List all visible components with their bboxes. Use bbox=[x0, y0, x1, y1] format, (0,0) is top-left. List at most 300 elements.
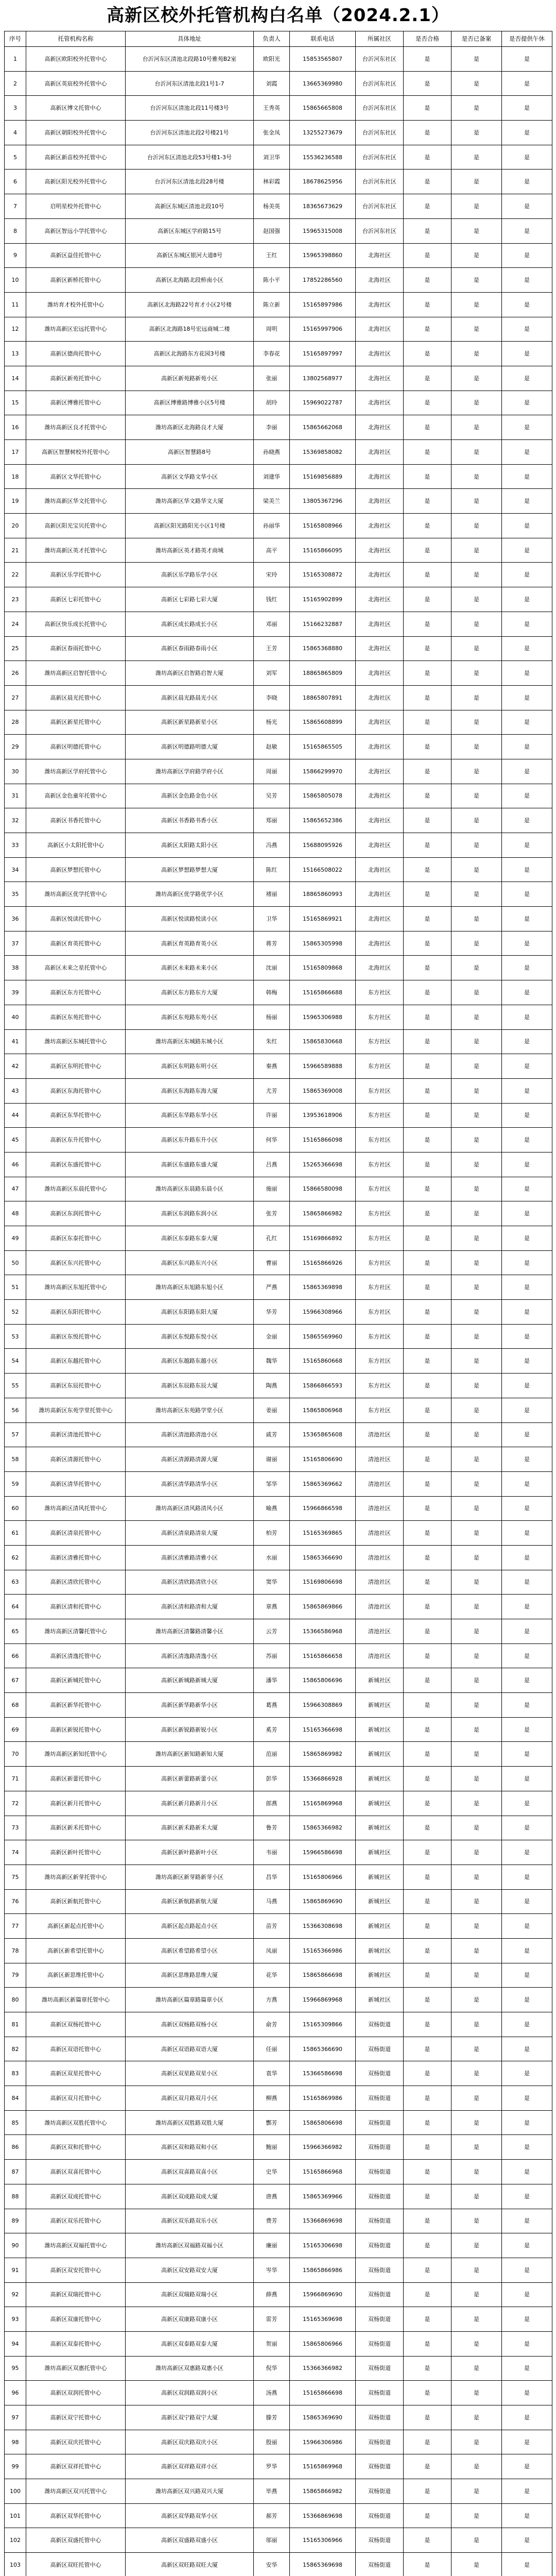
cell-rest: 是 bbox=[502, 268, 552, 293]
cell-phone: 15966306986 bbox=[290, 2430, 356, 2454]
cell-community: 北海社区 bbox=[356, 612, 404, 636]
cell-no: 21 bbox=[5, 538, 26, 563]
cell-qualified: 是 bbox=[404, 1693, 451, 1718]
cell-rest: 是 bbox=[502, 194, 552, 219]
cell-phone: 15165806690 bbox=[290, 1447, 356, 1472]
cell-community: 双杨街道 bbox=[356, 2233, 404, 2258]
cell-name: 潍坊高新区华文托管中心 bbox=[26, 489, 126, 514]
cell-address: 高新区东泰路东泰大厦 bbox=[126, 1226, 254, 1251]
cell-leader: 柳燕 bbox=[254, 2086, 290, 2111]
cell-rest: 是 bbox=[502, 1938, 552, 1963]
cell-qualified: 是 bbox=[404, 1054, 451, 1079]
cell-community: 北海社区 bbox=[356, 268, 404, 293]
cell-address: 潍坊高新区华文路华文大厦 bbox=[126, 489, 254, 514]
cell-qualified: 是 bbox=[404, 1103, 451, 1128]
cell-name: 高新区新华托管中心 bbox=[26, 1693, 126, 1718]
cell-name: 高新区东海托管中心 bbox=[26, 1078, 126, 1103]
table-row bbox=[5, 1938, 552, 1963]
table-row bbox=[5, 1422, 552, 1447]
table-row bbox=[5, 2209, 552, 2233]
cell-leader: 刘建华 bbox=[254, 464, 290, 489]
cell-address: 高新区双宁路双宁大厦 bbox=[126, 2405, 254, 2430]
cell-filed: 是 bbox=[451, 1963, 502, 1988]
table-row bbox=[5, 735, 552, 759]
cell-phone: 15966308966 bbox=[290, 1300, 356, 1325]
table-row bbox=[5, 96, 552, 121]
cell-rest: 是 bbox=[502, 1152, 552, 1177]
cell-qualified: 是 bbox=[404, 612, 451, 636]
table-row bbox=[5, 2037, 552, 2061]
cell-phone: 15265366698 bbox=[290, 1152, 356, 1177]
cell-qualified: 是 bbox=[404, 366, 451, 391]
cell-leader: 张丽 bbox=[254, 366, 290, 391]
cell-rest: 是 bbox=[502, 1078, 552, 1103]
cell-leader: 曹丽 bbox=[254, 1250, 290, 1275]
table-row bbox=[5, 1471, 552, 1496]
table-row bbox=[5, 538, 552, 563]
cell-name: 高新区悦读托管中心 bbox=[26, 907, 126, 931]
cell-rest: 是 bbox=[502, 2282, 552, 2307]
table-row bbox=[5, 2503, 552, 2528]
cell-address: 高新区金色路金色小区 bbox=[126, 784, 254, 808]
cell-qualified: 是 bbox=[404, 2184, 451, 2209]
cell-rest: 是 bbox=[502, 1619, 552, 1644]
cell-filed: 是 bbox=[451, 2209, 502, 2233]
cell-no: 81 bbox=[5, 2012, 26, 2037]
cell-no: 53 bbox=[5, 1324, 26, 1349]
cell-community: 北海社区 bbox=[356, 735, 404, 759]
cell-leader: 吕燕 bbox=[254, 1152, 290, 1177]
cell-name: 高新区东盛托管中心 bbox=[26, 1152, 126, 1177]
cell-leader: 王芳 bbox=[254, 636, 290, 661]
cell-phone: 15369858082 bbox=[290, 440, 356, 465]
cell-no: 82 bbox=[5, 2037, 26, 2061]
cell-qualified: 是 bbox=[404, 784, 451, 808]
cell-filed: 是 bbox=[451, 464, 502, 489]
cell-qualified: 是 bbox=[404, 833, 451, 858]
cell-phone: 15865869982 bbox=[290, 1742, 356, 1767]
cell-leader: 杨美英 bbox=[254, 194, 290, 219]
cell-filed: 是 bbox=[451, 1029, 502, 1054]
cell-community: 东方社区 bbox=[356, 1054, 404, 1079]
cell-community: 台沂河东社区 bbox=[356, 71, 404, 96]
cell-leader: 任丽 bbox=[254, 2037, 290, 2061]
cell-address: 高新区智慧路8号 bbox=[126, 440, 254, 465]
cell-leader: 殷丽 bbox=[254, 2430, 290, 2454]
cell-name: 高新区新禾托管中心 bbox=[26, 1816, 126, 1840]
cell-leader: 史华 bbox=[254, 2160, 290, 2184]
cell-no: 92 bbox=[5, 2282, 26, 2307]
cell-rest: 是 bbox=[502, 2037, 552, 2061]
cell-address: 高新区东明路东明小区 bbox=[126, 1054, 254, 1079]
cell-name: 高新区新希望托管中心 bbox=[26, 1938, 126, 1963]
cell-leader: 邬丽 bbox=[254, 2528, 290, 2553]
cell-qualified: 是 bbox=[404, 2037, 451, 2061]
cell-community: 新城社区 bbox=[356, 1889, 404, 1914]
cell-name: 高新区清泉托管中心 bbox=[26, 1521, 126, 1546]
cell-name: 高新区双盛托管中心 bbox=[26, 2528, 126, 2553]
cell-address: 潍坊高新区清馨路清馨小区 bbox=[126, 1619, 254, 1644]
table-row bbox=[5, 857, 552, 882]
cell-qualified: 是 bbox=[404, 47, 451, 72]
cell-name: 高新区快乐成长托管中心 bbox=[26, 612, 126, 636]
table-row bbox=[5, 2430, 552, 2454]
cell-filed: 是 bbox=[451, 808, 502, 833]
table-row bbox=[5, 1595, 552, 1619]
cell-filed: 是 bbox=[451, 1570, 502, 1595]
table-row bbox=[5, 243, 552, 268]
table-row bbox=[5, 1889, 552, 1914]
table-row bbox=[5, 121, 552, 145]
cell-filed: 是 bbox=[451, 1988, 502, 2012]
cell-rest: 是 bbox=[502, 2258, 552, 2282]
cell-no: 13 bbox=[5, 342, 26, 366]
cell-leader: 沈丽 bbox=[254, 956, 290, 980]
cell-rest: 是 bbox=[502, 218, 552, 243]
cell-filed: 是 bbox=[451, 1201, 502, 1226]
cell-address: 台沂河东区清池北段1号1-7 bbox=[126, 71, 254, 96]
cell-community: 台沂河东社区 bbox=[356, 96, 404, 121]
cell-qualified: 是 bbox=[404, 1275, 451, 1300]
cell-filed: 是 bbox=[451, 1471, 502, 1496]
cell-rest: 是 bbox=[502, 1226, 552, 1251]
cell-qualified: 是 bbox=[404, 1668, 451, 1693]
cell-address: 高新区北海路东方花园3号楼 bbox=[126, 342, 254, 366]
cell-rest: 是 bbox=[502, 1447, 552, 1472]
cell-community: 新城社区 bbox=[356, 1791, 404, 1816]
cell-phone: 15865869690 bbox=[290, 1889, 356, 1914]
table-row bbox=[5, 391, 552, 415]
cell-leader: 凤丽 bbox=[254, 1938, 290, 1963]
cell-community: 新城社区 bbox=[356, 1938, 404, 1963]
cell-filed: 是 bbox=[451, 612, 502, 636]
cell-phone: 15865369008 bbox=[290, 1078, 356, 1103]
cell-name: 潍坊高新区宏远托管中心 bbox=[26, 317, 126, 342]
table-row bbox=[5, 1496, 552, 1521]
cell-leader: 李春花 bbox=[254, 342, 290, 366]
table-row bbox=[5, 612, 552, 636]
cell-leader: 陈红 bbox=[254, 857, 290, 882]
cell-phone: 15165366698 bbox=[290, 1717, 356, 1742]
cell-qualified: 是 bbox=[404, 2061, 451, 2086]
cell-qualified: 是 bbox=[404, 1398, 451, 1422]
cell-rest: 是 bbox=[502, 538, 552, 563]
cell-filed: 是 bbox=[451, 1840, 502, 1865]
cell-no: 51 bbox=[5, 1275, 26, 1300]
cell-rest: 是 bbox=[502, 1767, 552, 1791]
table-row bbox=[5, 2160, 552, 2184]
cell-no: 56 bbox=[5, 1398, 26, 1422]
cell-leader: 方燕 bbox=[254, 1988, 290, 2012]
cell-community: 东方社区 bbox=[356, 1201, 404, 1226]
cell-rest: 是 bbox=[502, 2479, 552, 2504]
cell-community: 双杨街道 bbox=[356, 2553, 404, 2576]
cell-community: 双杨街道 bbox=[356, 2282, 404, 2307]
cell-name: 高新区新蕾托管中心 bbox=[26, 1767, 126, 1791]
cell-name: 潍坊高新区双兴托管中心 bbox=[26, 2479, 126, 2504]
cell-filed: 是 bbox=[451, 833, 502, 858]
cell-no: 1 bbox=[5, 47, 26, 72]
cell-community: 双杨街道 bbox=[356, 2405, 404, 2430]
cell-name: 高新区晨光托管中心 bbox=[26, 685, 126, 710]
cell-phone: 15865869866 bbox=[290, 1595, 356, 1619]
cell-qualified: 是 bbox=[404, 96, 451, 121]
table-row bbox=[5, 931, 552, 956]
cell-filed: 是 bbox=[451, 2454, 502, 2479]
cell-filed: 是 bbox=[451, 415, 502, 440]
cell-leader: 朱红 bbox=[254, 1029, 290, 1054]
cell-leader: 刘霞 bbox=[254, 71, 290, 96]
cell-no: 61 bbox=[5, 1521, 26, 1546]
cell-phone: 15165897986 bbox=[290, 292, 356, 317]
cell-leader: 高平 bbox=[254, 538, 290, 563]
table-row bbox=[5, 1349, 552, 1374]
cell-address: 高新区明德路明德大厦 bbox=[126, 735, 254, 759]
cell-leader: 苗芳 bbox=[254, 1914, 290, 1939]
cell-address: 台沂河东区清池北段28号楼 bbox=[126, 170, 254, 194]
cell-community: 东方社区 bbox=[356, 1226, 404, 1251]
table-row bbox=[5, 1201, 552, 1226]
cell-filed: 是 bbox=[451, 194, 502, 219]
cell-qualified: 是 bbox=[404, 1717, 451, 1742]
cell-no: 42 bbox=[5, 1054, 26, 1079]
cell-qualified: 是 bbox=[404, 636, 451, 661]
cell-leader: 陶燕 bbox=[254, 1374, 290, 1398]
cell-community: 北海社区 bbox=[356, 882, 404, 907]
cell-qualified: 是 bbox=[404, 415, 451, 440]
cell-community: 双杨街道 bbox=[356, 2086, 404, 2111]
cell-qualified: 是 bbox=[404, 882, 451, 907]
cell-leader: 梁美兰 bbox=[254, 489, 290, 514]
cell-community: 双杨街道 bbox=[356, 2012, 404, 2037]
cell-address: 高新区新华路新华小区 bbox=[126, 1693, 254, 1718]
table-row bbox=[5, 1324, 552, 1349]
cell-phone: 15169806698 bbox=[290, 1570, 356, 1595]
cell-phone: 18365673629 bbox=[290, 194, 356, 219]
cell-filed: 是 bbox=[451, 956, 502, 980]
cell-address: 高新区新星路新星小区 bbox=[126, 710, 254, 735]
cell-no: 54 bbox=[5, 1349, 26, 1374]
cell-phone: 15165806966 bbox=[290, 1865, 356, 1889]
cell-no: 11 bbox=[5, 292, 26, 317]
cell-phone: 15865806966 bbox=[290, 2331, 356, 2356]
cell-name: 潍坊高新区东城托管中心 bbox=[26, 1029, 126, 1054]
cell-no: 73 bbox=[5, 1816, 26, 1840]
cell-address: 高新区东海路东海大厦 bbox=[126, 1078, 254, 1103]
table-row bbox=[5, 2233, 552, 2258]
cell-rest: 是 bbox=[502, 1275, 552, 1300]
cell-no: 64 bbox=[5, 1595, 26, 1619]
cell-no: 79 bbox=[5, 1963, 26, 1988]
cell-phone: 15165997906 bbox=[290, 317, 356, 342]
cell-phone: 15166508022 bbox=[290, 857, 356, 882]
cell-name: 高新区双祥托管中心 bbox=[26, 2454, 126, 2479]
cell-name: 高新区东泰托管中心 bbox=[26, 1226, 126, 1251]
cell-address: 潍坊高新区东城路东城小区 bbox=[126, 1029, 254, 1054]
cell-phone: 15865806698 bbox=[290, 2110, 356, 2135]
cell-qualified: 是 bbox=[404, 2503, 451, 2528]
cell-no: 68 bbox=[5, 1693, 26, 1718]
cell-qualified: 是 bbox=[404, 1545, 451, 1570]
cell-filed: 是 bbox=[451, 1152, 502, 1177]
cell-qualified: 是 bbox=[404, 145, 451, 170]
cell-phone: 15865368880 bbox=[290, 636, 356, 661]
cell-no: 24 bbox=[5, 612, 26, 636]
cell-no: 22 bbox=[5, 563, 26, 587]
cell-community: 东方社区 bbox=[356, 1078, 404, 1103]
cell-address: 潍坊高新区优学路优学小区 bbox=[126, 882, 254, 907]
cell-name: 高新区东辰托管中心 bbox=[26, 1374, 126, 1398]
cell-rest: 是 bbox=[502, 342, 552, 366]
cell-address: 高新区东悦路东悦小区 bbox=[126, 1324, 254, 1349]
cell-qualified: 是 bbox=[404, 2479, 451, 2504]
cell-community: 北海社区 bbox=[356, 685, 404, 710]
cell-qualified: 是 bbox=[404, 121, 451, 145]
cell-name: 高新区清池托管中心 bbox=[26, 1422, 126, 1447]
cell-phone: 15865369966 bbox=[290, 2184, 356, 2209]
cell-leader: 章燕 bbox=[254, 1595, 290, 1619]
cell-filed: 是 bbox=[451, 2160, 502, 2184]
cell-community: 北海社区 bbox=[356, 636, 404, 661]
cell-rest: 是 bbox=[502, 1250, 552, 1275]
cell-name: 高新区东华托管中心 bbox=[26, 1103, 126, 1128]
cell-rest: 是 bbox=[502, 1963, 552, 1988]
cell-community: 北海社区 bbox=[356, 784, 404, 808]
cell-phone: 15866866593 bbox=[290, 1374, 356, 1398]
cell-phone: 15965398860 bbox=[290, 243, 356, 268]
cell-rest: 是 bbox=[502, 1742, 552, 1767]
table-row bbox=[5, 1152, 552, 1177]
cell-address: 高新区新禾路新禾大厦 bbox=[126, 1816, 254, 1840]
cell-no: 38 bbox=[5, 956, 26, 980]
cell-rest: 是 bbox=[502, 1177, 552, 1201]
cell-filed: 是 bbox=[451, 2553, 502, 2576]
cell-filed: 是 bbox=[451, 1938, 502, 1963]
cell-no: 25 bbox=[5, 636, 26, 661]
col-header-filed: 是否已备案 bbox=[451, 31, 502, 47]
cell-leader: 魏华 bbox=[254, 1349, 290, 1374]
cell-phone: 18865807891 bbox=[290, 685, 356, 710]
cell-phone: 15865366982 bbox=[290, 1816, 356, 1840]
cell-filed: 是 bbox=[451, 1005, 502, 1029]
cell-leader: 陈立新 bbox=[254, 292, 290, 317]
cell-community: 双杨街道 bbox=[356, 2381, 404, 2405]
table-row bbox=[5, 2381, 552, 2405]
cell-filed: 是 bbox=[451, 1619, 502, 1644]
table-row bbox=[5, 1963, 552, 1988]
cell-rest: 是 bbox=[502, 71, 552, 96]
cell-no: 30 bbox=[5, 759, 26, 784]
cell-name: 高新区东方托管中心 bbox=[26, 980, 126, 1005]
cell-filed: 是 bbox=[451, 218, 502, 243]
cell-address: 高新区新城路新城大厦 bbox=[126, 1668, 254, 1693]
cell-name: 高新区明德托管中心 bbox=[26, 735, 126, 759]
cell-community: 北海社区 bbox=[356, 243, 404, 268]
cell-address: 高新区双杨路双杨小区 bbox=[126, 2012, 254, 2037]
cell-phone: 15865866986 bbox=[290, 2258, 356, 2282]
cell-address: 高新区双盛路双盛小区 bbox=[126, 2528, 254, 2553]
cell-leader: 滕芳 bbox=[254, 2405, 290, 2430]
table-row bbox=[5, 980, 552, 1005]
table-row bbox=[5, 2356, 552, 2381]
cell-address: 高新区育英路育英小区 bbox=[126, 931, 254, 956]
cell-rest: 是 bbox=[502, 2012, 552, 2037]
table-row bbox=[5, 1398, 552, 1422]
cell-filed: 是 bbox=[451, 980, 502, 1005]
cell-filed: 是 bbox=[451, 243, 502, 268]
cell-address: 高新区东阳路东阳大厦 bbox=[126, 1300, 254, 1325]
cell-phone: 15965315008 bbox=[290, 218, 356, 243]
cell-leader: 汤燕 bbox=[254, 2381, 290, 2405]
cell-community: 双杨街道 bbox=[356, 2110, 404, 2135]
cell-no: 77 bbox=[5, 1914, 26, 1939]
cell-address: 高新区双星路双星小区 bbox=[126, 2061, 254, 2086]
cell-rest: 是 bbox=[502, 636, 552, 661]
cell-filed: 是 bbox=[451, 2331, 502, 2356]
cell-community: 清池社区 bbox=[356, 1471, 404, 1496]
cell-leader: 孙丽华 bbox=[254, 514, 290, 538]
cell-no: 62 bbox=[5, 1545, 26, 1570]
cell-filed: 是 bbox=[451, 2430, 502, 2454]
cell-phone: 17852286560 bbox=[290, 268, 356, 293]
cell-rest: 是 bbox=[502, 1128, 552, 1153]
cell-address: 潍坊高新区清风路清风小区 bbox=[126, 1496, 254, 1521]
cell-filed: 是 bbox=[451, 317, 502, 342]
cell-rest: 是 bbox=[502, 2430, 552, 2454]
cell-community: 北海社区 bbox=[356, 931, 404, 956]
cell-name: 高新区东明托管中心 bbox=[26, 1054, 126, 1079]
cell-leader: 谢丽 bbox=[254, 1447, 290, 1472]
cell-name: 潍坊高新区东晨托管中心 bbox=[26, 1177, 126, 1201]
document-title: 高新区校外托管机构白名单（2024.2.1） bbox=[107, 5, 449, 26]
cell-filed: 是 bbox=[451, 1177, 502, 1201]
cell-name: 高新区新桥托管中心 bbox=[26, 268, 126, 293]
cell-qualified: 是 bbox=[404, 218, 451, 243]
cell-no: 80 bbox=[5, 1988, 26, 2012]
cell-phone: 15866580098 bbox=[290, 1177, 356, 1201]
table-row bbox=[5, 415, 552, 440]
cell-filed: 是 bbox=[451, 342, 502, 366]
cell-qualified: 是 bbox=[404, 2430, 451, 2454]
cell-name: 高新区东阳托管中心 bbox=[26, 1300, 126, 1325]
cell-address: 潍坊高新区启智路启智大厦 bbox=[126, 661, 254, 686]
cell-qualified: 是 bbox=[404, 1128, 451, 1153]
cell-rest: 是 bbox=[502, 2184, 552, 2209]
cell-community: 北海社区 bbox=[356, 342, 404, 366]
cell-leader: 唐燕 bbox=[254, 2184, 290, 2209]
cell-address: 高新区太阳路太阳小区 bbox=[126, 833, 254, 858]
cell-name: 潍坊育才校外托管中心 bbox=[26, 292, 126, 317]
cell-no: 12 bbox=[5, 317, 26, 342]
cell-filed: 是 bbox=[451, 784, 502, 808]
table-row bbox=[5, 1988, 552, 2012]
cell-leader: 赵敏 bbox=[254, 735, 290, 759]
cell-rest: 是 bbox=[502, 2061, 552, 2086]
cell-address: 高新区未来路未来小区 bbox=[126, 956, 254, 980]
cell-filed: 是 bbox=[451, 514, 502, 538]
cell-leader: 昌华 bbox=[254, 1865, 290, 1889]
cell-leader: 卫华 bbox=[254, 907, 290, 931]
cell-address: 高新区双旺路双旺大厦 bbox=[126, 2553, 254, 2576]
cell-rest: 是 bbox=[502, 1865, 552, 1889]
cell-rest: 是 bbox=[502, 1545, 552, 1570]
cell-qualified: 是 bbox=[404, 563, 451, 587]
table-header-row bbox=[5, 31, 552, 47]
cell-rest: 是 bbox=[502, 2160, 552, 2184]
cell-phone: 15865866698 bbox=[290, 1963, 356, 1988]
cell-leader: 王秀英 bbox=[254, 96, 290, 121]
cell-no: 83 bbox=[5, 2061, 26, 2086]
